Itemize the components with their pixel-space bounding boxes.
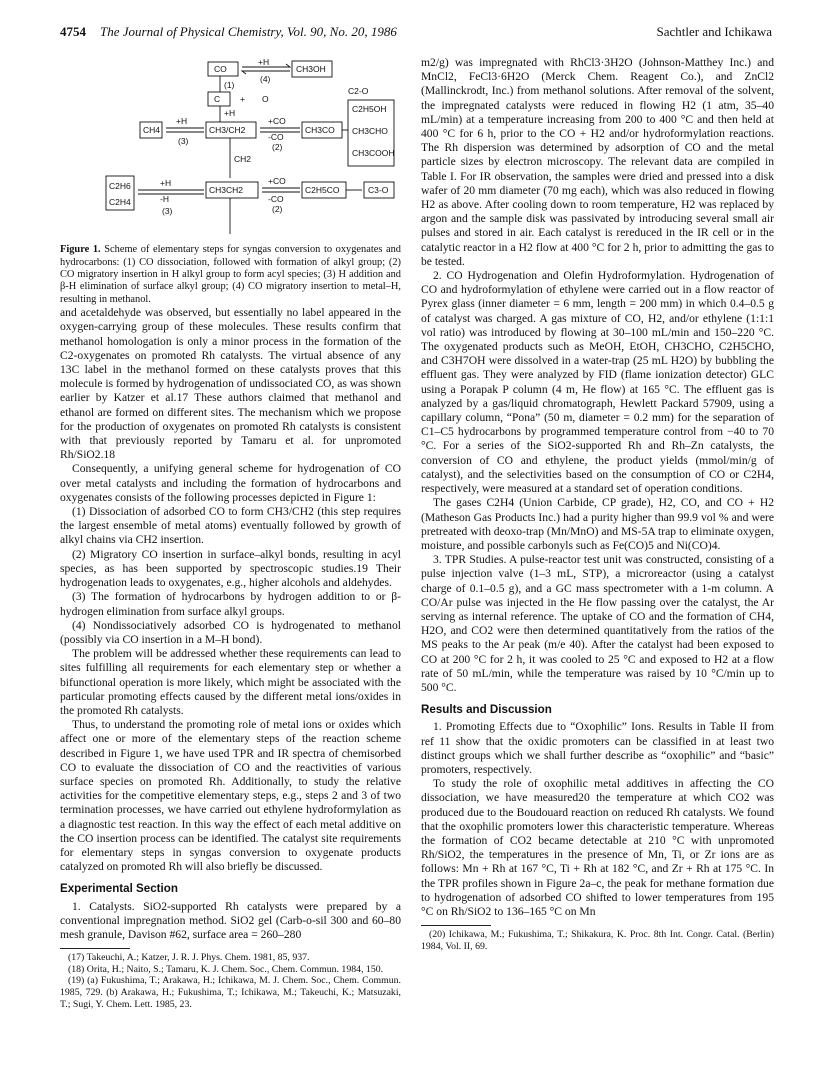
reference-item: (17) Takeuchi, A.; Katzer, J. R. J. Phys. Chem. 1981, 85, 937. xyxy=(68,952,310,964)
species-c2h5oh: C2H5OH xyxy=(352,104,387,114)
species-c2h4: C2H4 xyxy=(109,197,131,207)
left-references xyxy=(60,952,401,1010)
experimental-paragraph: 1. Catalysts. SiO2-supported Rh catalysts were prepared by a conventional impregnation method. SiO2 gel (Carb-o-sil 300 and 60–80 mesh granule, Davison #62, surface area = 260–280 xyxy=(60,899,401,941)
figure-1-caption: Figure 1. Scheme of elementary steps for syngas conversion to oxygenates and hydrocarbons: (1) CO dissociation, followed with formation of alkyl group; (2) CO migratory insertion in H alkyl group to form acyl species; (3) H addition and β-H elimination of surface alkyl group; (4) CO migratory insertion to metal–H, resulting in methanol. xyxy=(60,244,401,305)
label-step-1: (1) xyxy=(224,80,235,90)
species-c2h5co: C2H5CO xyxy=(305,185,340,195)
left-paragraph: Thus, to understand the promoting role of metal ions or oxides which affect one or more of the elementary steps of the reaction scheme described in Figure 1, we have used TPR and IR spectra of chemisorbed CO to evaluate the dissociation of CO and the reactivities of various surface species on promoted Rh. Additionally, to study the relative activities for the competitive elementary steps, e.g., steps 2 and 3 of two termination processes, we have carried out ethylene hydroformylation as a diagnostic test reaction. In this way the effect of each metal additive on the CO insertion process can be identified. The catalyst site requirements for elementary steps in syngas conversion to oxygenate products catalyzed on promoted Rh will also briefly be discussed. xyxy=(60,718,401,874)
species-c3-o: C3-O xyxy=(368,185,389,195)
reference-item: (18) Orita, H.; Naito, S.; Tamaru, K. J. Chem. Soc., Chem. Commun. 1984, 150. xyxy=(68,963,384,975)
left-column xyxy=(60,56,401,1010)
right-paragraph: 2. CO Hydrogenation and Olefin Hydroformylation. Hydrogenation of CO and hydroformylation of ethylene were carried out in a flow reactor of Pyrex glass (inner diameter = 6 mm, length = 200 mm) in which 0.4–0.5 g of catalyst was charged. A gas mixture of CO, H2, and/or ethylene (1:1:1 vol ratio) was introduced by flowing at 30–100 mL/min and 150–220 °C. The oxygenated products such as MeOH, EtOH, CH3CHO, C2H5CHO, and C3H7OH were dissolved in a water-trap (25 mL H2O) by bubbling the effluent gas. They were analyzed by FID (flame ionization detector) GLC using a Porapak P column (4 m, He flow) at 165 °C. The effluent gas is analyzed by a gas/liquid chromatograph, Hewlett Packard 57909, using a capillary column, “Pona” (50 m, diameter = 0.2 mm) for the separation of C1–C5 hydrocarbons by programmed temperature control from −40 to 70 °C. For a series of the SiO2-supported Rh and Rh–Zn catalysts, the conversion of CO and ethylene, the product yields (mmol/min/g of catalyst), and the selectivities based on the consumption of CO or C2H4, respectively, were measured at a standard set of operation conditions. xyxy=(421,269,774,496)
left-paragraph: (2) Migratory CO insertion in surface–alkyl bonds, resulting in acyl species, as has been supported by spectroscopic studies.19 Their hydrogenation leads to oxygenates, e.g., higher alcohols and aldehydes. xyxy=(60,547,401,590)
species-c2h6: C2H6 xyxy=(109,181,131,191)
species-c2-o: C2-O xyxy=(348,86,369,96)
label-minus-h-3b: -H xyxy=(160,194,169,204)
label-ch2-insertion: CH2 xyxy=(234,154,252,164)
right-paragraph: m2/g) was impregnated with RhCl3·3H2O (Johnson-Matthey Inc.) and MnCl2, FeCl3·6H2O (Merck Chem. Reagent Co.), and ZnCl2 (Mallinckrodt, Inc.) from methanol solutions. After removal of the solvent, the impregnated catalysts were reduced in flowing H2 (1 atm, 35–40 mL/min) at a temperature increasing from 200 to 400 °C and then held at 400 °C for 6 h, prior to the CO + H2 and/or hydroformylation reactions. The Rh dispersion was determined by adsorption of CO and the metal particle sizes by electron microscopy. The relevant data are compiled in Table I. For IR observation, the samples were dried and pressed into a disk wafer of 20 mm diameter (70 mg each), which was also reduced in flowing H2 as above. After cooling down to room temperature, H2 was replaced by argon and the sample disk was passivated by introducing several small air pulses and stored in air. Each catalyst is rereduced in the IR cell or in the catalytic reactor in a H2 flow at 400 °C for 2 h, prior to admitting the gas to be tested. xyxy=(421,56,774,268)
label-step-4: (4) xyxy=(260,74,271,84)
experimental-heading: Experimental Section xyxy=(60,882,178,896)
label-plus-co-2b: +CO xyxy=(268,176,286,186)
reference-item: (20) Ichikawa, M.; Fukushima, T.; Shikakura, K. Proc. 8th Int. Congr. Catal. (Berlin) 1984, Vol. II, 69. xyxy=(421,929,774,952)
species-c: C xyxy=(214,94,221,104)
species-co: CO xyxy=(214,64,227,74)
journal-title: The Journal of Physical Chemistry, Vol. 90, No. 20, 1986 xyxy=(100,24,397,39)
species-ch4: CH4 xyxy=(143,125,161,135)
running-authors: Sachtler and Ichikawa xyxy=(656,24,772,39)
figure-1-scheme xyxy=(100,58,400,238)
footnote-rule xyxy=(60,948,130,949)
reference-item: (19) (a) Fukushima, T.; Arakawa, H.; Ichikawa, M. J. Chem. Soc., Chem. Commun. 1985, 729. (b) Arakawa, H.; Fukushima, T.; Ichikawa, M.; Takeuchi, K.; Matsuzaki, T.; Sugi, Y. Chem. Lett. 1985, 23. xyxy=(60,975,401,1010)
label-plus-h-3a: +H xyxy=(176,116,188,126)
results-paragraph: 1. Promoting Effects due to “Oxophilic” Ions. Results in Table II from ref 11 show that the oxidic promoters can be classified in at least two distinct groups which we shall further describe as “oxophilic” and “basic” promoters, respectively. xyxy=(421,720,774,776)
left-paragraph: Consequently, a unifying general scheme for hydrogenation of CO over metal catalysts and including the formation of hydrocarbons and oxygenates consists of the following processes depicted in Figure 1: xyxy=(60,462,401,504)
label-plus-h-3b: +H xyxy=(160,178,172,188)
label-plus-h-1: +H xyxy=(224,108,236,118)
page-number: 4754 xyxy=(60,24,86,39)
right-paragraph: The gases C2H4 (Union Carbide, CP grade), H2, CO, and CO + H2 (Matheson Gas Products Inc.) had a purity higher than 99.9 vol % and were pretreated with deoxo-trap (Mn/MnO) and MS-5A trap to eliminate oxygen, moisture, and possible carbonyls such as Fe(CO)5 and Ni(CO)4. xyxy=(421,496,774,552)
left-paragraph: The problem will be addressed whether these requirements can lead to sites fulfilling all requirements for each elementary step or whether a bifunctional operation is more likely, which might be associated with the particular promoting effects caused by the different metal ions/oxides in the promoted Rh catalysts. xyxy=(60,647,401,717)
label-minus-co-2b: -CO xyxy=(268,194,284,204)
footnote-rule xyxy=(421,925,491,926)
label-step-3b: (3) xyxy=(162,206,173,216)
right-column xyxy=(421,56,774,952)
label-step-2a: (2) xyxy=(272,142,283,152)
species-ch3-ch2: CH3/CH2 xyxy=(209,125,246,135)
results-heading: Results and Discussion xyxy=(421,703,552,717)
label-plus-co-2a: +CO xyxy=(268,116,286,126)
species-ch3co: CH3CO xyxy=(305,125,335,135)
right-references xyxy=(421,929,774,952)
species-ch3ch2: CH3CH2 xyxy=(209,185,244,195)
label-step-3a: (3) xyxy=(178,136,189,146)
left-paragraph: (4) Nondissociatively adsorbed CO is hydrogenated to methanol (possibly via CO insertion in a M–H bond). xyxy=(60,618,401,646)
label-plus-h-4: +H xyxy=(258,58,270,67)
species-ch3oh: CH3OH xyxy=(296,64,326,74)
running-header xyxy=(60,24,772,42)
right-paragraph: 3. TPR Studies. A pulse-reactor test unit was constructed, consisting of a pulse injection valve (1–3 mL, STP), a microreactor (using a catalyst charge of 0.1–0.5 g), and a GC mass spectrometer with a 1-m column. A CO/Ar pulse was injected in the He flow passing over the catalyst, the Ar serving as internal reference. The uptake of CO and the formation of CH4, H2O, and CO2 were then determined quantitatively from the ratios of the MS peaks to the Ar peak (m/e 40). After the catalyst had been exposed to CO at 200 °C for 2 h, it was cooled to 25 °C and exposed to H2 at a flow rate of 50 mL/min, while the temperature was raised by 10 °C/min up to 500 °C. xyxy=(421,553,774,694)
label-step-2b: (2) xyxy=(272,204,283,214)
species-ch3cooh: CH3COOH xyxy=(352,148,395,158)
label-minus-co-2a: -CO xyxy=(268,132,284,142)
left-paragraph: and acetaldehyde was observed, but essentially no label appeared in the oxygen-carrying group of these molecules. These results confirm that methanol homologation is only a minor process in the formation of the C2-oxygenates on promoted Rh catalysts. The virtual absence of any 13C label in the methanol formed on these catalysts proves that this molecule is formed by hydrogenation of undissociated CO, as was shown earlier by Katzer et al.17 These authors claimed that methanol and ethanol are formed on different sites. The mechanism which we propose for the production of oxygenates on promoted Rh catalysts is consistent with that previously reported by Tamaru et al. for unpromoted Rh/SiO2.18 xyxy=(60,306,401,462)
left-paragraph: (1) Dissociation of adsorbed CO to form CH3/CH2 (this step requires the largest ensemble of metal atoms) eventually followed by growth of alkyl chains via CH2 insertion. xyxy=(60,505,401,547)
species-o: O xyxy=(262,94,269,104)
left-paragraph: (3) The formation of hydrocarbons by hydrogen addition to or β-hydrogen elimination from surface alkyl groups. xyxy=(60,590,401,618)
species-ch3cho: CH3CHO xyxy=(352,126,388,136)
results-paragraph: To study the role of oxophilic metal additives in affecting the CO dissociation, we have measured20 the temperature at which CO2 was produced due to the Boudouard reaction on reduced Rh catalysts. We found that the oxophilic promoters lower this characteristic temperature. Whereas the formation of CO2 became detectable at 210 °C with unpromoted Rh/SiO2, the temperatures in the presence of Mn, Ti, or Zr ions are as follows: Mn + Rh at 167 °C, Ti + Rh at 182 °C, and Zr + Rh at 175 °C. In the TPR profiles shown in Figure 2a–c, the peak for methane formation due to hydrogenation of adsorbed CO shifted to lower temperatures from 195 °C on Rh/SiO2 to 136–165 °C on Mn xyxy=(421,777,774,918)
label-plus: + xyxy=(240,94,245,104)
